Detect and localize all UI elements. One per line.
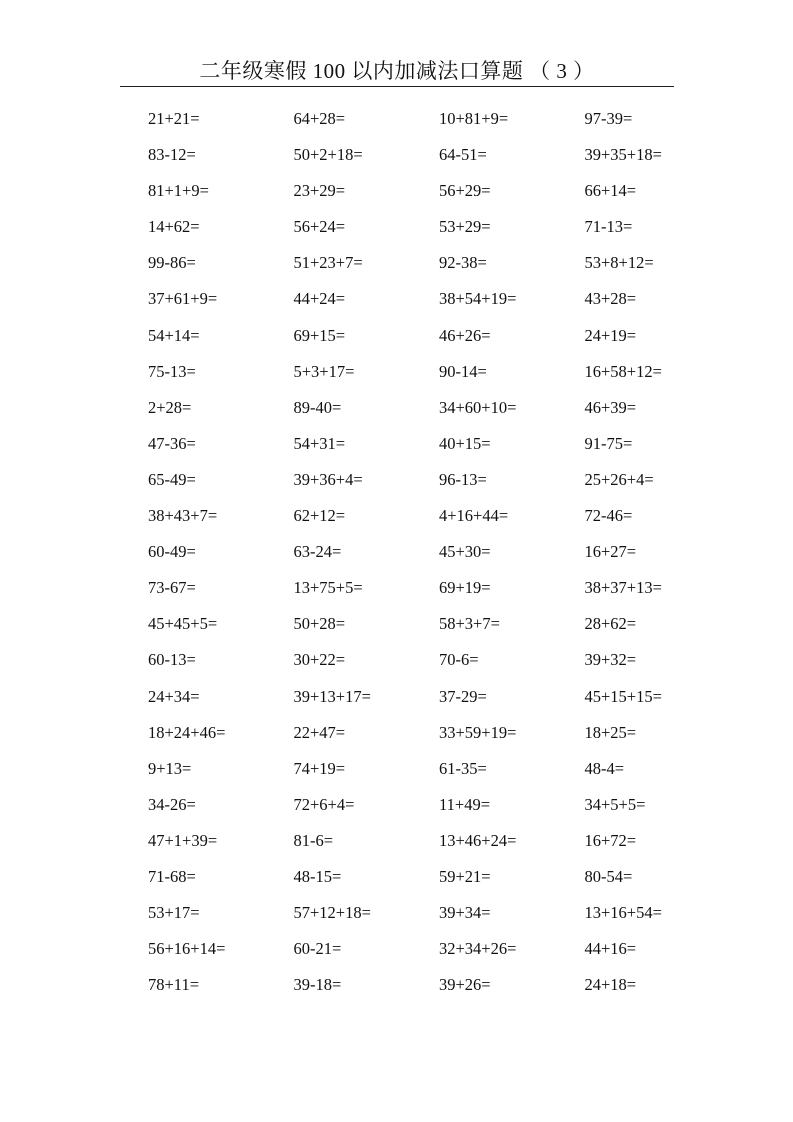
problem-item: 24+19= xyxy=(584,325,637,345)
problem-item: 40+15= xyxy=(439,433,491,453)
problem-item: 80-54= xyxy=(584,866,633,886)
problem-item: 23+29= xyxy=(293,181,346,201)
problem-item: 39+26= xyxy=(439,975,491,995)
problem-item: 16+27= xyxy=(584,542,637,562)
problem-item: 39+13+17= xyxy=(293,686,371,706)
problem-item: 51+23+7= xyxy=(293,253,363,273)
problem-item: 30+22= xyxy=(293,650,346,670)
problem-item: 66+14= xyxy=(584,181,637,201)
problem-item: 47-36= xyxy=(148,433,196,453)
problem-item: 2+28= xyxy=(148,397,192,417)
problem-item: 54+31= xyxy=(293,433,346,453)
problem-item: 81-6= xyxy=(293,830,334,850)
problem-item: 34+5+5= xyxy=(584,794,646,814)
problem-item: 9+13= xyxy=(148,758,192,778)
problem-item: 61-35= xyxy=(439,758,487,778)
problem-item: 74+19= xyxy=(293,758,346,778)
problem-item: 70-6= xyxy=(439,650,479,670)
problem-item: 14+62= xyxy=(148,217,200,237)
problem-item: 64+28= xyxy=(293,109,346,128)
problem-item: 28+62= xyxy=(584,614,637,634)
problem-item: 39+35+18= xyxy=(584,145,662,165)
problem-item: 32+34+26= xyxy=(439,939,517,959)
problem-item: 57+12+18= xyxy=(293,903,371,923)
problem-item: 46+26= xyxy=(439,325,491,345)
problem-item: 64-51= xyxy=(439,145,487,165)
problem-item: 46+39= xyxy=(584,397,637,417)
problem-item: 45+45+5= xyxy=(148,614,218,634)
problem-item: 21+21= xyxy=(148,109,200,128)
problem-item: 92-38= xyxy=(439,253,487,273)
problem-item: 18+24+46= xyxy=(148,722,226,742)
problem-item: 4+16+44= xyxy=(439,506,509,526)
problem-item: 75-13= xyxy=(148,361,196,381)
problem-item: 97-39= xyxy=(584,109,633,128)
title-underline xyxy=(120,86,674,87)
problem-item: 48-4= xyxy=(584,758,625,778)
problem-item: 90-14= xyxy=(439,361,487,381)
problem-item: 38+43+7= xyxy=(148,506,218,526)
problem-item: 89-40= xyxy=(293,397,342,417)
page-title: 二年级寒假 100 以内加减法口算题 （ 3 ） xyxy=(199,59,595,83)
problem-item: 91-75= xyxy=(584,433,633,453)
problem-item: 13+46+24= xyxy=(439,830,517,850)
problem-item: 39-18= xyxy=(293,975,342,995)
problem-item: 71-68= xyxy=(148,866,196,886)
problem-item: 37-29= xyxy=(439,686,487,706)
problem-item: 48-15= xyxy=(293,866,342,886)
problem-item: 43+28= xyxy=(584,289,637,309)
problem-item: 83-12= xyxy=(148,145,196,165)
problem-item: 38+37+13= xyxy=(584,578,662,598)
problem-item: 60-49= xyxy=(148,542,196,562)
problem-item: 13+75+5= xyxy=(293,578,363,598)
problem-item: 45+30= xyxy=(439,542,491,562)
problem-item: 39+32= xyxy=(584,650,637,670)
problem-item: 50+28= xyxy=(293,614,346,634)
problem-item: 38+54+19= xyxy=(439,289,517,309)
problem-item: 24+18= xyxy=(584,975,637,995)
problem-item: 33+59+19= xyxy=(439,722,517,742)
problem-item: 22+47= xyxy=(293,722,346,742)
problem-item: 63-24= xyxy=(293,542,342,562)
problem-item: 50+2+18= xyxy=(293,145,363,165)
problem-item: 47+1+39= xyxy=(148,830,218,850)
problem-item: 69+15= xyxy=(293,325,346,345)
problem-item: 10+81+9= xyxy=(439,109,509,128)
problem-item: 45+15+15= xyxy=(584,686,662,706)
problem-item: 13+16+54= xyxy=(584,903,662,923)
problem-item: 72+6+4= xyxy=(293,794,355,814)
problem-item: 16+72= xyxy=(584,830,637,850)
problem-item: 37+61+9= xyxy=(148,289,218,309)
problem-item: 69+19= xyxy=(439,578,491,598)
problem-item: 18+25= xyxy=(584,722,637,742)
problem-item: 53+17= xyxy=(148,903,200,923)
problem-item: 72-46= xyxy=(584,506,633,526)
problem-item: 58+3+7= xyxy=(439,614,500,634)
problem-item: 56+29= xyxy=(439,181,491,201)
problem-item: 5+3+17= xyxy=(293,361,355,381)
problem-item: 53+29= xyxy=(439,217,491,237)
problem-item: 39+34= xyxy=(439,903,491,923)
problem-item: 53+8+12= xyxy=(584,253,654,273)
problem-item: 16+58+12= xyxy=(584,361,662,381)
problem-item: 60-13= xyxy=(148,650,196,670)
problem-item: 24+34= xyxy=(148,686,200,706)
problem-item: 44+16= xyxy=(584,939,637,959)
problem-item: 60-21= xyxy=(293,939,342,959)
problem-item: 56+16+14= xyxy=(148,939,226,959)
problem-item: 11+49= xyxy=(439,794,490,814)
problem-item: 62+12= xyxy=(293,506,346,526)
problem-item: 81+1+9= xyxy=(148,181,209,201)
problem-grid xyxy=(148,107,688,1009)
problem-item: 34-26= xyxy=(148,794,196,814)
problem-item: 25+26+4= xyxy=(584,469,654,489)
problem-item: 96-13= xyxy=(439,469,487,489)
problem-item: 71-13= xyxy=(584,217,633,237)
problem-item: 44+24= xyxy=(293,289,346,309)
problem-item: 99-86= xyxy=(148,253,196,273)
problem-item: 73-67= xyxy=(148,578,196,598)
problem-item: 34+60+10= xyxy=(439,397,517,417)
problem-item: 65-49= xyxy=(148,469,196,489)
problem-item: 59+21= xyxy=(439,866,491,886)
problem-item: 78+11= xyxy=(148,975,199,995)
problem-item: 39+36+4= xyxy=(293,469,363,489)
problem-item: 56+24= xyxy=(293,217,346,237)
problem-item: 54+14= xyxy=(148,325,200,345)
